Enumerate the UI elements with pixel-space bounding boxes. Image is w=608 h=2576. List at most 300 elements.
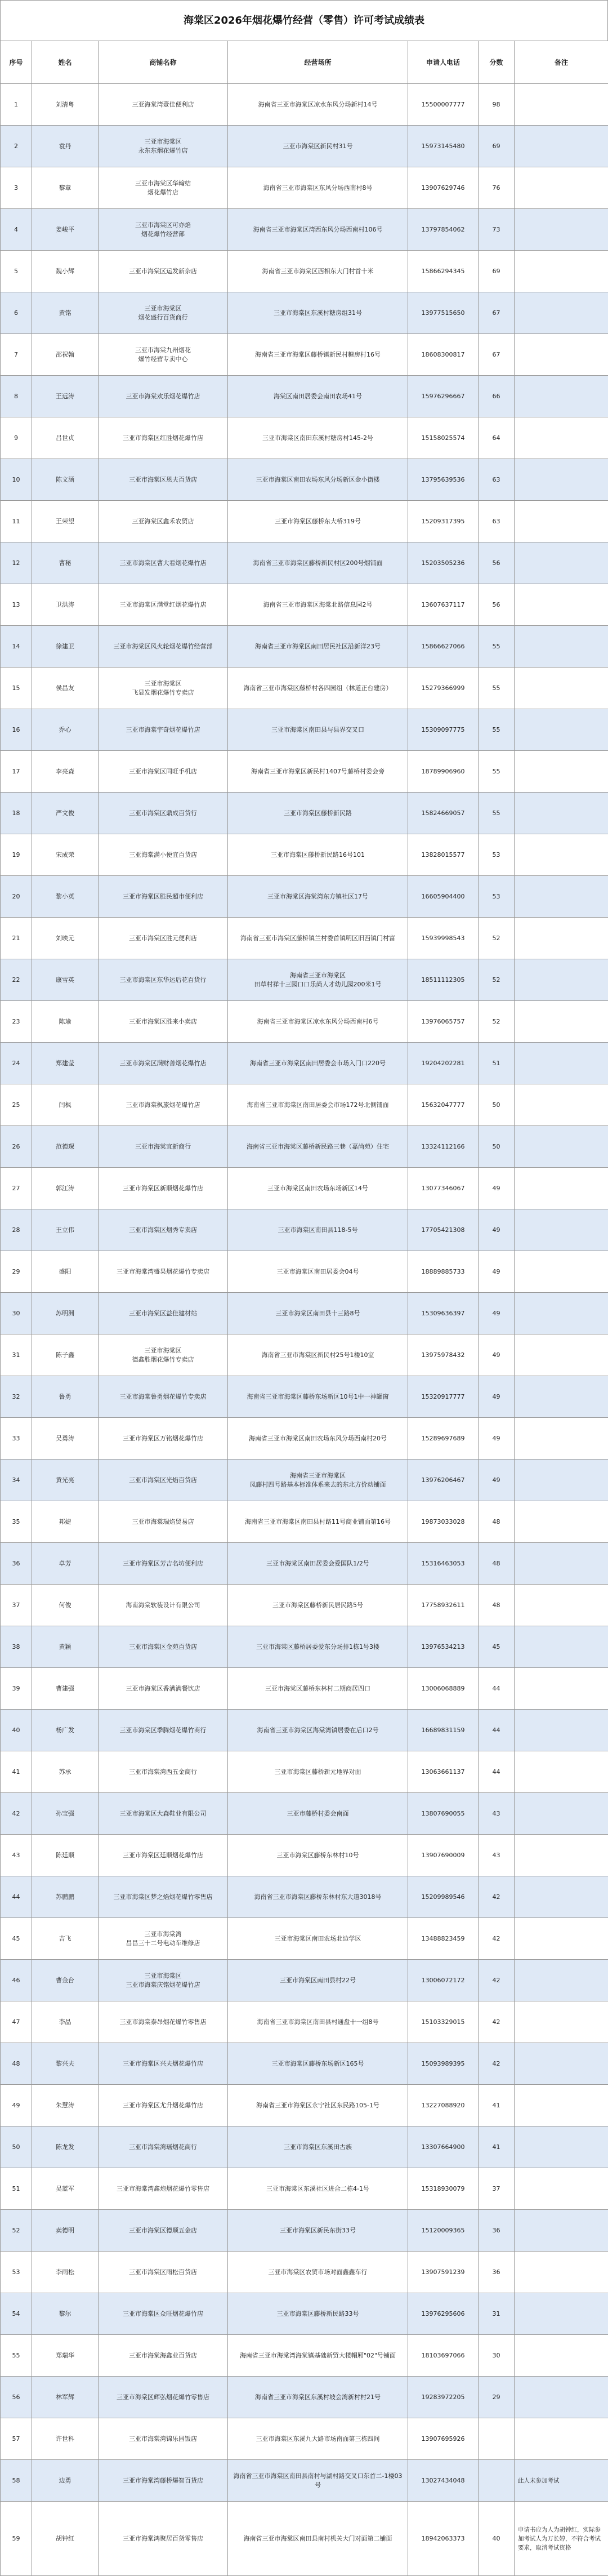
cell-score: 49 xyxy=(479,1418,515,1460)
cell-address: 海南省三亚市海棠区南田县南村机关大门对面第二铺面 xyxy=(228,2502,408,2576)
cell-index: 42 xyxy=(1,1793,32,1835)
cell-address: 海南省三亚市海棠区南田县南村与湖村路交叉口东首二-1楼03号 xyxy=(228,2460,408,2502)
cell-index: 5 xyxy=(1,251,32,292)
cell-phone: 15093989395 xyxy=(408,2043,479,2085)
table-row xyxy=(1,2043,608,2085)
cell-address: 海南省三亚市海棠区南田县村通盘十一组8号 xyxy=(228,2001,408,2043)
cell-score: 55 xyxy=(479,793,515,834)
cell-notes xyxy=(515,2335,608,2377)
cell-phone: 13976295606 xyxy=(408,2293,479,2335)
table-row xyxy=(1,918,608,959)
cell-shop: 三亚市海棠区万铭烟花爆竹店 xyxy=(99,1418,228,1460)
table-row xyxy=(1,1710,608,1751)
cell-phone: 13977515650 xyxy=(408,292,479,334)
cell-shop: 三亚市海棠鸿聚居百货零售店 xyxy=(99,2502,228,2576)
cell-notes xyxy=(515,1585,608,1626)
header-shop: 商铺名称 xyxy=(99,41,228,84)
cell-phone: 15279366999 xyxy=(408,668,479,709)
cell-shop: 三亚市海棠湾藤桥爆智百货店 xyxy=(99,2460,228,2502)
cell-phone: 13077346067 xyxy=(408,1168,479,1209)
cell-name: 陈子鑫 xyxy=(32,1334,99,1376)
cell-phone: 16605904400 xyxy=(408,876,479,918)
cell-address: 海南省三亚市海棠区藤桥新民村区200号烟铺面 xyxy=(228,542,408,584)
cell-address: 三亚市海棠区南田农场东场新区14号 xyxy=(228,1168,408,1209)
cell-index: 27 xyxy=(1,1168,32,1209)
cell-index: 37 xyxy=(1,1585,32,1626)
cell-phone: 13907629746 xyxy=(408,167,479,209)
cell-phone: 15318930079 xyxy=(408,2168,479,2210)
table-row xyxy=(1,1251,608,1293)
table-row xyxy=(1,1918,608,1960)
cell-score: 37 xyxy=(479,2168,515,2210)
cell-phone: 13907591239 xyxy=(408,2252,479,2293)
table-row xyxy=(1,2085,608,2126)
cell-shop: 三亚市海棠泰昂烟花爆竹零售店 xyxy=(99,2001,228,2043)
cell-shop: 三亚市海棠宜新商行 xyxy=(99,1126,228,1168)
cell-notes xyxy=(515,668,608,709)
cell-notes xyxy=(515,1418,608,1460)
cell-score: 41 xyxy=(479,2085,515,2126)
cell-index: 41 xyxy=(1,1751,32,1793)
cell-notes xyxy=(515,251,608,292)
cell-phone: 19204202281 xyxy=(408,1043,479,1084)
table-row xyxy=(1,501,608,542)
cell-notes xyxy=(515,2377,608,2418)
cell-phone: 18942063373 xyxy=(408,2502,479,2576)
cell-phone: 13006072172 xyxy=(408,1960,479,2001)
table-row xyxy=(1,959,608,1001)
cell-address: 三亚市海棠区东溪田古族 xyxy=(228,2126,408,2168)
cell-address: 三亚市海棠区海棠湾东方镇社区17号 xyxy=(228,876,408,918)
cell-name: 吴勇涛 xyxy=(32,1418,99,1460)
cell-notes xyxy=(515,1376,608,1418)
cell-shop: 三亚市海棠区众旺烟花爆竹店 xyxy=(99,2293,228,2335)
table-row xyxy=(1,2210,608,2252)
cell-name: 范德琛 xyxy=(32,1126,99,1168)
cell-index: 36 xyxy=(1,1543,32,1585)
cell-phone: 13907695926 xyxy=(408,2418,479,2460)
cell-address: 三亚市海棠区藤桥新民路 xyxy=(228,793,408,834)
cell-score: 42 xyxy=(479,1918,515,1960)
cell-score: 52 xyxy=(479,918,515,959)
cell-shop: 三亚市海棠湾锦乐园饭店 xyxy=(99,2418,228,2460)
cell-score: 44 xyxy=(479,1751,515,1793)
table-row xyxy=(1,2460,608,2502)
header-index: 序号 xyxy=(1,41,32,84)
cell-index: 56 xyxy=(1,2377,32,2418)
table-row xyxy=(1,209,608,251)
table-row xyxy=(1,1585,608,1626)
cell-notes xyxy=(515,2293,608,2335)
cell-phone: 15103329015 xyxy=(408,2001,479,2043)
cell-shop: 三亚市海棠区 飞显发烟花爆竹专卖店 xyxy=(99,668,228,709)
cell-score: 43 xyxy=(479,1835,515,1876)
cell-notes xyxy=(515,1251,608,1293)
cell-name: 曹金台 xyxy=(32,1960,99,2001)
cell-score: 36 xyxy=(479,2210,515,2252)
cell-score: 49 xyxy=(479,1293,515,1334)
cell-notes xyxy=(515,1918,608,1960)
cell-address: 海南省三亚市海棠区新民村25号1楼10室 xyxy=(228,1334,408,1376)
cell-index: 34 xyxy=(1,1460,32,1501)
cell-notes xyxy=(515,292,608,334)
cell-phone: 15973145480 xyxy=(408,126,479,167)
cell-address: 三亚市海棠区南田东溪村糖房村145-2号 xyxy=(228,417,408,459)
cell-phone: 15289697689 xyxy=(408,1418,479,1460)
cell-address: 三亚市海棠区新民村31号 xyxy=(228,126,408,167)
cell-score: 30 xyxy=(479,2335,515,2377)
cell-shop: 三亚市海棠区胜民超市便利店 xyxy=(99,876,228,918)
cell-score: 55 xyxy=(479,751,515,793)
cell-notes xyxy=(515,1793,608,1835)
cell-notes xyxy=(515,417,608,459)
cell-name: 邵祝翰 xyxy=(32,334,99,376)
cell-phone: 15309097775 xyxy=(408,709,479,751)
cell-phone: 18608300817 xyxy=(408,334,479,376)
cell-name: 黄颖 xyxy=(32,1626,99,1668)
cell-notes xyxy=(515,1168,608,1209)
cell-shop: 三亚市海棠区同旺手机店 xyxy=(99,751,228,793)
cell-index: 32 xyxy=(1,1376,32,1418)
cell-index: 33 xyxy=(1,1418,32,1460)
cell-name: 吉飞 xyxy=(32,1918,99,1960)
cell-notes xyxy=(515,2126,608,2168)
cell-index: 6 xyxy=(1,292,32,334)
cell-notes xyxy=(515,709,608,751)
cell-name: 曹秘 xyxy=(32,542,99,584)
cell-name: 刘映元 xyxy=(32,918,99,959)
cell-notes xyxy=(515,126,608,167)
cell-name: 刘清粤 xyxy=(32,84,99,126)
cell-notes xyxy=(515,751,608,793)
cell-notes xyxy=(515,834,608,876)
cell-score: 42 xyxy=(479,2001,515,2043)
cell-name: 邦婕 xyxy=(32,1501,99,1543)
cell-name: 许世科 xyxy=(32,2418,99,2460)
cell-address: 三亚市海棠区藤桥东林村二期商居四口 xyxy=(228,1668,408,1710)
table-row xyxy=(1,1793,608,1835)
table-row xyxy=(1,2335,608,2377)
cell-address: 海南省三亚市海棠区海棠湾镇居委在后口2号 xyxy=(228,1710,408,1751)
cell-notes xyxy=(515,2001,608,2043)
cell-index: 24 xyxy=(1,1043,32,1084)
cell-index: 48 xyxy=(1,2043,32,2085)
cell-address: 海南省三亚市海棠区 凤藤村四号路基本标准体系来去的东北方价动铺面 xyxy=(228,1460,408,1501)
cell-index: 3 xyxy=(1,167,32,209)
cell-shop: 三亚市海棠区大森鞋业有限公司 xyxy=(99,1793,228,1835)
cell-shop: 三亚市海棠区辉弘烟花爆竹零售店 xyxy=(99,2377,228,2418)
cell-index: 2 xyxy=(1,126,32,167)
cell-shop: 三亚海棠区鑫禾农贸店 xyxy=(99,501,228,542)
cell-notes xyxy=(515,334,608,376)
cell-name: 孙宝强 xyxy=(32,1793,99,1835)
cell-index: 8 xyxy=(1,376,32,417)
cell-notes xyxy=(515,1876,608,1918)
cell-address: 海南省三亚市海棠区凉水东风分场新村14号 xyxy=(228,84,408,126)
cell-index: 59 xyxy=(1,2502,32,2576)
cell-phone: 18789906960 xyxy=(408,751,479,793)
cell-index: 19 xyxy=(1,834,32,876)
cell-notes xyxy=(515,167,608,209)
cell-score: 49 xyxy=(479,1334,515,1376)
cell-shop: 三亚市海棠区红胜烟花爆竹店 xyxy=(99,417,228,459)
cell-shop: 三亚市海棠区新顺烟花爆竹店 xyxy=(99,1168,228,1209)
table-row xyxy=(1,84,608,126)
cell-score: 69 xyxy=(479,251,515,292)
cell-shop: 三亚市海棠区季腾烟花爆竹商行 xyxy=(99,1710,228,1751)
cell-index: 13 xyxy=(1,584,32,626)
cell-name: 卓芳 xyxy=(32,1543,99,1585)
cell-address: 海南省三亚市海棠区西相东大门村首十米 xyxy=(228,251,408,292)
cell-phone: 15316463053 xyxy=(408,1543,479,1585)
cell-score: 64 xyxy=(479,417,515,459)
cell-notes xyxy=(515,584,608,626)
cell-name: 郑瑞华 xyxy=(32,2335,99,2377)
cell-shop: 三亚市海棠区烟秀专卖店 xyxy=(99,1209,228,1251)
cell-index: 46 xyxy=(1,1960,32,2001)
cell-notes xyxy=(515,209,608,251)
cell-index: 7 xyxy=(1,334,32,376)
table-row xyxy=(1,292,608,334)
cell-address: 三亚市海棠区藤桥东场新区165号 xyxy=(228,2043,408,2085)
cell-address: 海南省三亚市海棠区藤桥东场新区10号1中一神罐窗 xyxy=(228,1376,408,1418)
cell-notes xyxy=(515,1626,608,1668)
cell-notes xyxy=(515,542,608,584)
table-row xyxy=(1,1209,608,1251)
cell-shop: 三亚市海棠区东华运后花百货行 xyxy=(99,959,228,1001)
cell-notes xyxy=(515,1835,608,1876)
cell-name: 乔心 xyxy=(32,709,99,751)
cell-shop: 三亚市海棠湾西五金商行 xyxy=(99,1751,228,1793)
cell-notes xyxy=(515,2418,608,2460)
cell-index: 58 xyxy=(1,2460,32,2502)
cell-address: 三亚市海棠区藤桥东大桥319号 xyxy=(228,501,408,542)
cell-phone: 15632047777 xyxy=(408,1084,479,1126)
cell-shop: 三亚市海棠区鼎成百货行 xyxy=(99,793,228,834)
table-row xyxy=(1,542,608,584)
table-row xyxy=(1,1876,608,1918)
table-row xyxy=(1,1043,608,1084)
cell-index: 43 xyxy=(1,1835,32,1876)
cell-name: 郭江涛 xyxy=(32,1168,99,1209)
cell-index: 14 xyxy=(1,626,32,668)
cell-score: 52 xyxy=(479,1001,515,1043)
cell-shop: 三亚市海棠区恩夫百货店 xyxy=(99,459,228,501)
cell-address: 海南省三亚市海棠区藤桥村各四园组（林道正台建房） xyxy=(228,668,408,709)
cell-phone: 17705421308 xyxy=(408,1209,479,1251)
cell-score: 73 xyxy=(479,209,515,251)
cell-phone: 19283972205 xyxy=(408,2377,479,2418)
cell-shop: 三亚市海棠区胜来小卖店 xyxy=(99,1001,228,1043)
table-row xyxy=(1,334,608,376)
cell-shop: 三亚市海棠区雨松百货店 xyxy=(99,2252,228,2293)
cell-address: 三亚市海棠区藤桥新民路33号 xyxy=(228,2293,408,2335)
cell-phone: 13063661137 xyxy=(408,1751,479,1793)
cell-score: 29 xyxy=(479,2377,515,2418)
cell-name: 吴蓝军 xyxy=(32,2168,99,2210)
cell-address: 海南省三亚市海棠区南田居委会市场入门口220号 xyxy=(228,1043,408,1084)
cell-name: 姜峻平 xyxy=(32,209,99,251)
cell-name: 徐建卫 xyxy=(32,626,99,668)
cell-phone: 15824669057 xyxy=(408,793,479,834)
cell-shop: 三亚市海棠区廷顺烟花爆竹店 xyxy=(99,1835,228,1876)
cell-name: 黎兴夫 xyxy=(32,2043,99,2085)
cell-score: 42 xyxy=(479,2043,515,2085)
cell-name: 苏明洲 xyxy=(32,1293,99,1334)
header-name: 姓名 xyxy=(32,41,99,84)
cell-shop: 三亚市海棠区金苑百货店 xyxy=(99,1626,228,1668)
cell-phone: 13807690055 xyxy=(408,1793,479,1835)
cell-index: 15 xyxy=(1,668,32,709)
cell-name: 黄铭 xyxy=(32,292,99,334)
cell-shop: 三亚市海棠鲁勇烟花爆竹专卖店 xyxy=(99,1376,228,1418)
cell-shop: 三亚市海棠区华翰结 烟花爆竹店 xyxy=(99,167,228,209)
cell-shop: 三亚市海棠区 烟花盛行百货商行 xyxy=(99,292,228,334)
cell-name: 盛阳 xyxy=(32,1251,99,1293)
cell-index: 22 xyxy=(1,959,32,1001)
page-title: 海棠区2026年烟花爆竹经营（零售）许可考试成绩表 xyxy=(0,0,608,41)
cell-address: 海南省三亚市海棠湾海棠镇基础新贸大楼帽厢"02"号铺面 xyxy=(228,2335,408,2377)
cell-shop: 三亚海棠满小便宜百货店 xyxy=(99,834,228,876)
cell-name: 黄光亮 xyxy=(32,1460,99,1501)
cell-shop: 三亚市海棠区 三亚市海棠庆铭烟花爆竹店 xyxy=(99,1960,228,2001)
cell-phone: 13324112166 xyxy=(408,1126,479,1168)
cell-score: 98 xyxy=(479,84,515,126)
cell-index: 31 xyxy=(1,1334,32,1376)
cell-index: 10 xyxy=(1,459,32,501)
cell-shop: 三亚市海棠海鑫业百货店 xyxy=(99,2335,228,2377)
cell-phone: 18889885733 xyxy=(408,1251,479,1293)
table-body xyxy=(1,84,608,2576)
cell-index: 45 xyxy=(1,1918,32,1960)
cell-score: 55 xyxy=(479,709,515,751)
cell-notes xyxy=(515,1751,608,1793)
cell-name: 胡钟红 xyxy=(32,2502,99,2576)
cell-name: 魏小辉 xyxy=(32,251,99,292)
cell-name: 陈廷顺 xyxy=(32,1835,99,1876)
cell-score: 53 xyxy=(479,834,515,876)
cell-shop: 三亚市海棠欢乐烟花爆竹店 xyxy=(99,376,228,417)
table-row xyxy=(1,1960,608,2001)
cell-score: 56 xyxy=(479,542,515,584)
cell-index: 26 xyxy=(1,1126,32,1168)
cell-name: 卖德明 xyxy=(32,2210,99,2252)
cell-shop: 三亚市海棠区运发新杂店 xyxy=(99,251,228,292)
table-row xyxy=(1,1126,608,1168)
cell-index: 11 xyxy=(1,501,32,542)
cell-index: 28 xyxy=(1,1209,32,1251)
cell-name: 闫枫 xyxy=(32,1084,99,1126)
cell-notes: 此人未参加考试 xyxy=(515,2460,608,2502)
table-row xyxy=(1,2293,608,2335)
table-row xyxy=(1,751,608,793)
cell-name: 严文俊 xyxy=(32,793,99,834)
cell-index: 9 xyxy=(1,417,32,459)
cell-address: 三亚市海棠区南田县118-5号 xyxy=(228,1209,408,1251)
cell-phone: 15866627066 xyxy=(408,626,479,668)
cell-shop: 三亚市海棠区可亦焰 烟花爆竹经营部 xyxy=(99,209,228,251)
cell-score: 48 xyxy=(479,1501,515,1543)
cell-name: 黎小英 xyxy=(32,876,99,918)
cell-phone: 15158025574 xyxy=(408,417,479,459)
cell-notes xyxy=(515,1960,608,2001)
cell-notes xyxy=(515,1460,608,1501)
cell-notes xyxy=(515,1501,608,1543)
cell-notes xyxy=(515,1710,608,1751)
cell-score: 49 xyxy=(479,1168,515,1209)
cell-phone: 13227088920 xyxy=(408,2085,479,2126)
cell-name: 侯昌友 xyxy=(32,668,99,709)
cell-score: 53 xyxy=(479,876,515,918)
cell-phone: 15203505236 xyxy=(408,542,479,584)
cell-address: 三亚市海棠区东溪村糖房组31号 xyxy=(228,292,408,334)
header-score: 分数 xyxy=(479,41,515,84)
cell-score: 44 xyxy=(479,1710,515,1751)
cell-index: 55 xyxy=(1,2335,32,2377)
cell-shop: 三亚市海棠区梦之焰烟花爆竹零售店 xyxy=(99,1876,228,1918)
table-row xyxy=(1,1835,608,1876)
cell-phone: 13976206467 xyxy=(408,1460,479,1501)
table-row xyxy=(1,626,608,668)
cell-notes xyxy=(515,793,608,834)
cell-notes xyxy=(515,1209,608,1251)
cell-index: 53 xyxy=(1,2252,32,2293)
cell-address: 海南省三亚市海棠区南田农场东风分场西南村20号 xyxy=(228,1418,408,1460)
table-row xyxy=(1,1084,608,1126)
cell-index: 1 xyxy=(1,84,32,126)
table-row xyxy=(1,1001,608,1043)
cell-index: 30 xyxy=(1,1293,32,1334)
cell-shop: 三亚市海棠区德顺五金店 xyxy=(99,2210,228,2252)
cell-score: 69 xyxy=(479,126,515,167)
cell-notes xyxy=(515,459,608,501)
cell-index: 51 xyxy=(1,2168,32,2210)
cell-name: 曹建强 xyxy=(32,1668,99,1710)
cell-phone: 13488823459 xyxy=(408,1918,479,1960)
table-row xyxy=(1,1168,608,1209)
cell-score: 67 xyxy=(479,334,515,376)
table-row xyxy=(1,1334,608,1376)
cell-shop: 三亚市海棠宇奇烟花爆竹店 xyxy=(99,709,228,751)
cell-index: 29 xyxy=(1,1251,32,1293)
header-notes: 备注 xyxy=(515,41,608,84)
cell-shop: 三亚市海棠区曹大看烟花爆竹店 xyxy=(99,542,228,584)
cell-index: 47 xyxy=(1,2001,32,2043)
cell-address: 海南省三亚市海棠区东风分场西南村8号 xyxy=(228,167,408,209)
cell-name: 边勇 xyxy=(32,2460,99,2502)
cell-phone: 13907690009 xyxy=(408,1835,479,1876)
cell-shop: 三亚市海棠区满堂红烟花爆竹店 xyxy=(99,584,228,626)
cell-score: 63 xyxy=(479,501,515,542)
cell-score: 42 xyxy=(479,1876,515,1918)
cell-notes xyxy=(515,1084,608,1126)
header-phone: 申请人电话 xyxy=(408,41,479,84)
cell-address: 海南省三亚市海棠区南田县村路11号商业铺面第16号 xyxy=(228,1501,408,1543)
cell-shop: 三亚市海棠区 德鑫胜烟花爆竹专卖店 xyxy=(99,1334,228,1376)
cell-address: 三亚市海棠区南田农场北边学区 xyxy=(228,1918,408,1960)
table-row xyxy=(1,1293,608,1334)
table-row xyxy=(1,584,608,626)
cell-score: 45 xyxy=(479,1626,515,1668)
cell-shop: 三亚市海棠区风火轮烟花爆竹经营部 xyxy=(99,626,228,668)
cell-name: 宋成荣 xyxy=(32,834,99,876)
cell-name: 苏承 xyxy=(32,1751,99,1793)
cell-phone: 16689831159 xyxy=(408,1710,479,1751)
table-row xyxy=(1,1543,608,1585)
cell-score: 50 xyxy=(479,1126,515,1168)
cell-name: 康雪英 xyxy=(32,959,99,1001)
cell-notes xyxy=(515,2210,608,2252)
